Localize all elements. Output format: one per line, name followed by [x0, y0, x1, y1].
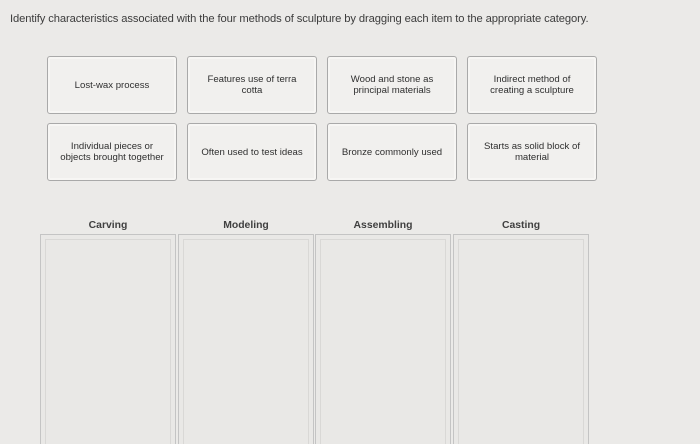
drop-zone-casting[interactable]	[453, 234, 589, 444]
drop-zone-carving[interactable]	[40, 234, 176, 444]
instructions-text: Identify characteristics associated with the four methods of sculpture by dragging each item to the appropriate category.	[10, 13, 589, 25]
draggable-item-solid-block[interactable]: Starts as solid block of material	[467, 123, 597, 181]
drop-zone-assembling[interactable]	[315, 234, 451, 444]
draggable-item-lost-wax[interactable]: Lost-wax process	[47, 56, 177, 114]
draggable-item-test-ideas[interactable]: Often used to test ideas	[187, 123, 317, 181]
draggable-item-wood-stone[interactable]: Wood and stone as principal materials	[327, 56, 457, 114]
category-label-modeling: Modeling	[223, 220, 269, 231]
category-label-casting: Casting	[501, 220, 541, 231]
draggable-items-area	[47, 56, 607, 188]
drop-zone-modeling[interactable]	[178, 234, 314, 444]
draggable-item-terra-cotta[interactable]: Features use of terra cotta	[187, 56, 317, 114]
category-label-assembling: Assembling	[353, 220, 413, 231]
draggable-item-indirect-method[interactable]: Indirect method of creating a sculpture	[467, 56, 597, 114]
category-label-carving: Carving	[88, 220, 128, 231]
draggable-item-bronze[interactable]: Bronze commonly used	[327, 123, 457, 181]
draggable-item-individual-pieces[interactable]: Individual pieces or objects brought together	[47, 123, 177, 181]
